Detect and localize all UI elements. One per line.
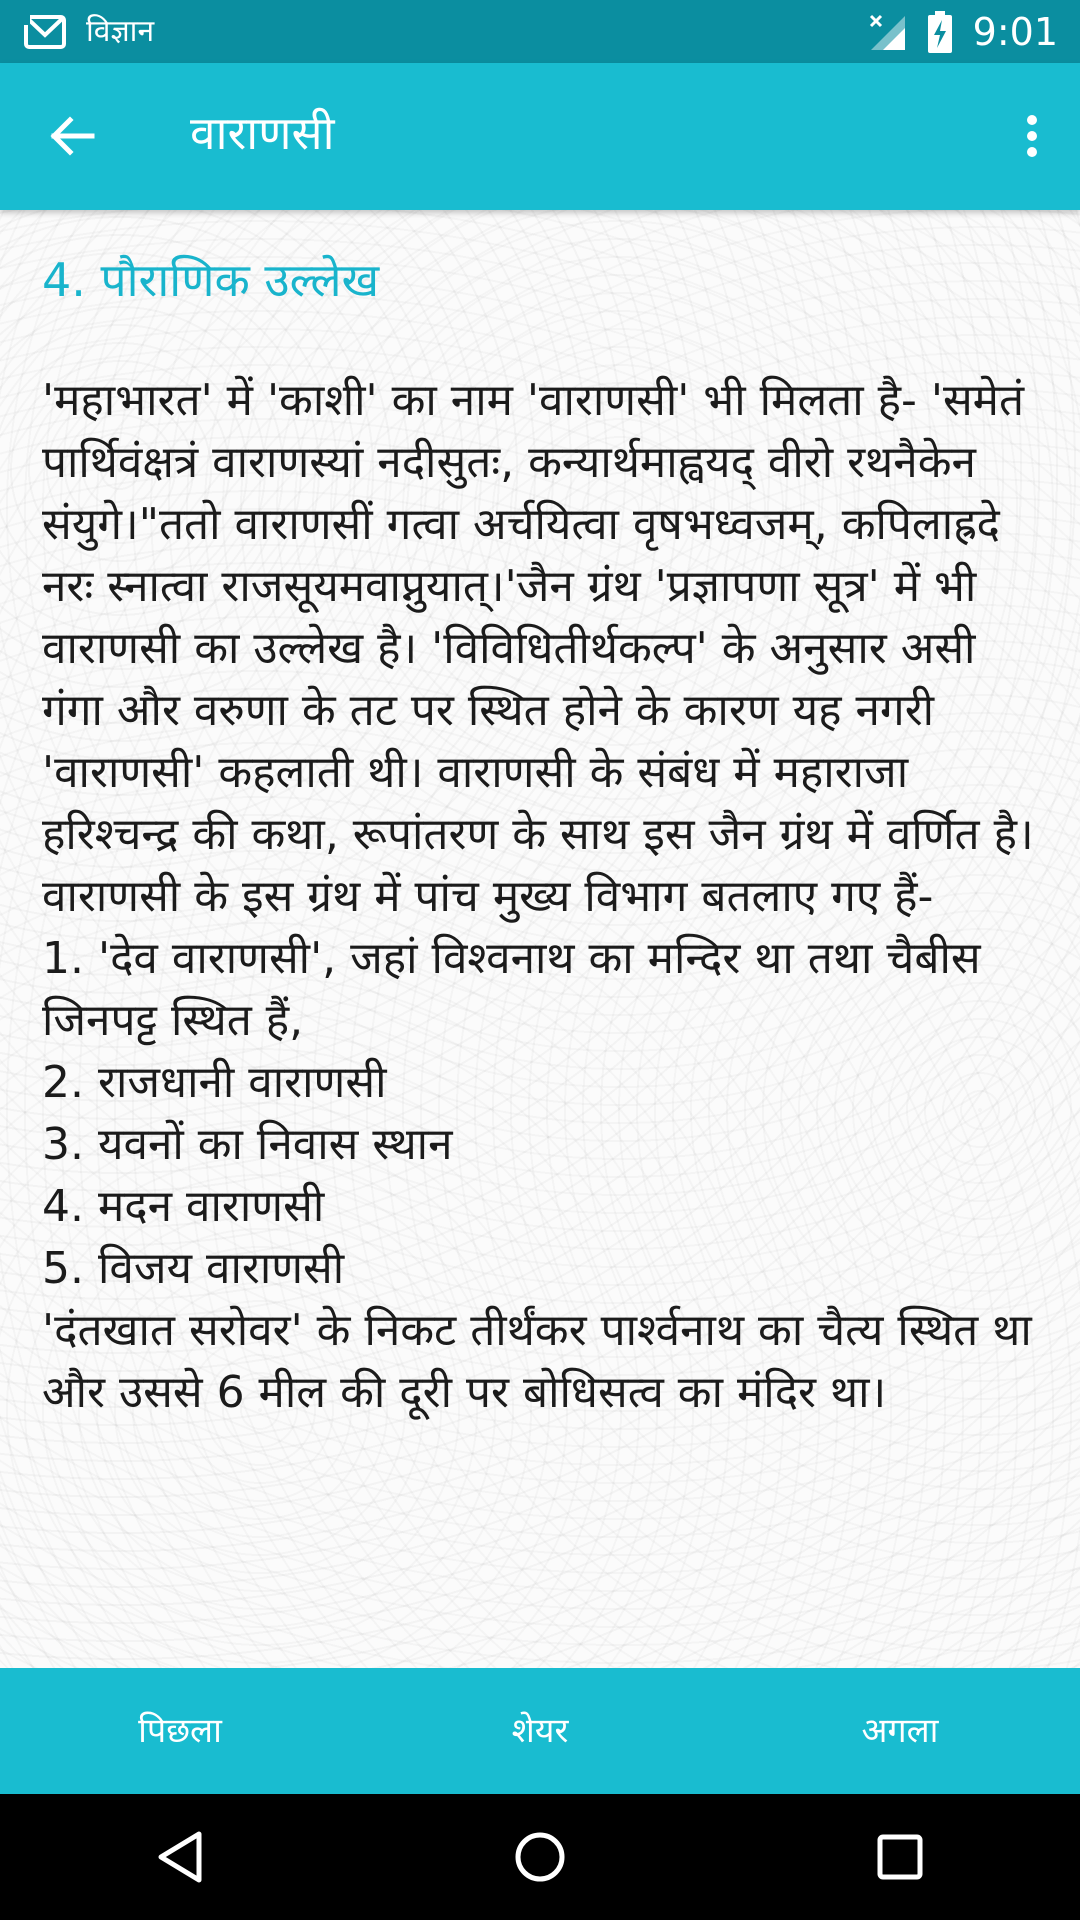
share-button[interactable]: शेयर bbox=[511, 1711, 569, 1751]
status-app-label: विज्ञान bbox=[86, 13, 155, 49]
article-content[interactable] bbox=[0, 210, 1080, 1668]
battery-charging-icon bbox=[927, 11, 953, 53]
article-text: 'महाभारत' में 'काशी' का नाम 'वाराणसी' भी मिलता है- 'समेतं पार्थिवंक्षत्रं वाराणस्यां नदीसुतः, कन्यार्थमाह्वयद् वीरो रथनैकेन संयुगे।"ततो वाराणसीं गत्वा अर्चयित्वा वृषभध्वजम्, कपिलाह्रदे नरः स्नात्वा राजसूयमवाप्नुयात्।'जैन ग्रंथ 'प्रज्ञापणा सूत्र' में भी वाराणसी का उल्लेख है। 'विविधितीर्थकल्प' के अनुसार असी गंगा और वरुणा के तट पर स्थित होने के कारण यह नगरी 'वाराणसी' कहलाती थी। वाराणसी के संबंध में महाराजा हरिश्चन्द्र की कथा, रूपांतरण के साथ इस जैन ग्रंथ में वर्णित है। वाराणसी के इस ग्रंथ में पांच मुख्य विभाग बतलाए गए हैं- 1. 'देव वाराणसी', जहां विश्वनाथ का मन्दिर था तथा चैबीस जिनपट्ट स्थित हैं, 2. राजधानी वाराणसी 3. यवनों का निवास स्थान 4. मदन वाराणसी 5. विजय वाराणसी 'दंतखात सरोवर' के निकट तीर्थंकर पार्श्वनाथ का चैत्य स्थित था और उससे 6 मील की दूरी पर बोधिसत्व का मंदिर था। bbox=[42, 375, 1034, 1418]
status-right bbox=[867, 11, 1080, 53]
nav-recents-button[interactable] bbox=[840, 1807, 960, 1907]
more-vert-icon bbox=[1025, 114, 1039, 158]
status-bar bbox=[0, 0, 1080, 63]
status-time: 9:01 bbox=[972, 9, 1058, 54]
nav-recents-icon bbox=[875, 1832, 925, 1882]
signal-off-icon bbox=[867, 12, 907, 52]
nav-home-icon bbox=[513, 1830, 567, 1884]
mail-icon bbox=[22, 13, 68, 51]
article-body bbox=[42, 370, 1042, 1424]
section-heading: 4. पौराणिक उल्लेख bbox=[42, 253, 380, 307]
app-bar bbox=[0, 63, 1080, 210]
next-button[interactable]: अगला bbox=[861, 1711, 939, 1751]
bottom-action-bar bbox=[0, 1668, 1080, 1794]
arrow-left-icon bbox=[48, 114, 96, 158]
app-title: वाराणसी bbox=[190, 106, 335, 160]
nav-back-button[interactable] bbox=[120, 1807, 240, 1907]
nav-home-button[interactable] bbox=[480, 1807, 600, 1907]
nav-back-icon bbox=[155, 1830, 205, 1884]
status-left bbox=[0, 13, 154, 51]
more-options-button[interactable] bbox=[1002, 103, 1062, 169]
back-button[interactable] bbox=[40, 108, 104, 164]
previous-button[interactable]: पिछला bbox=[138, 1711, 222, 1751]
system-nav-bar bbox=[0, 1794, 1080, 1920]
